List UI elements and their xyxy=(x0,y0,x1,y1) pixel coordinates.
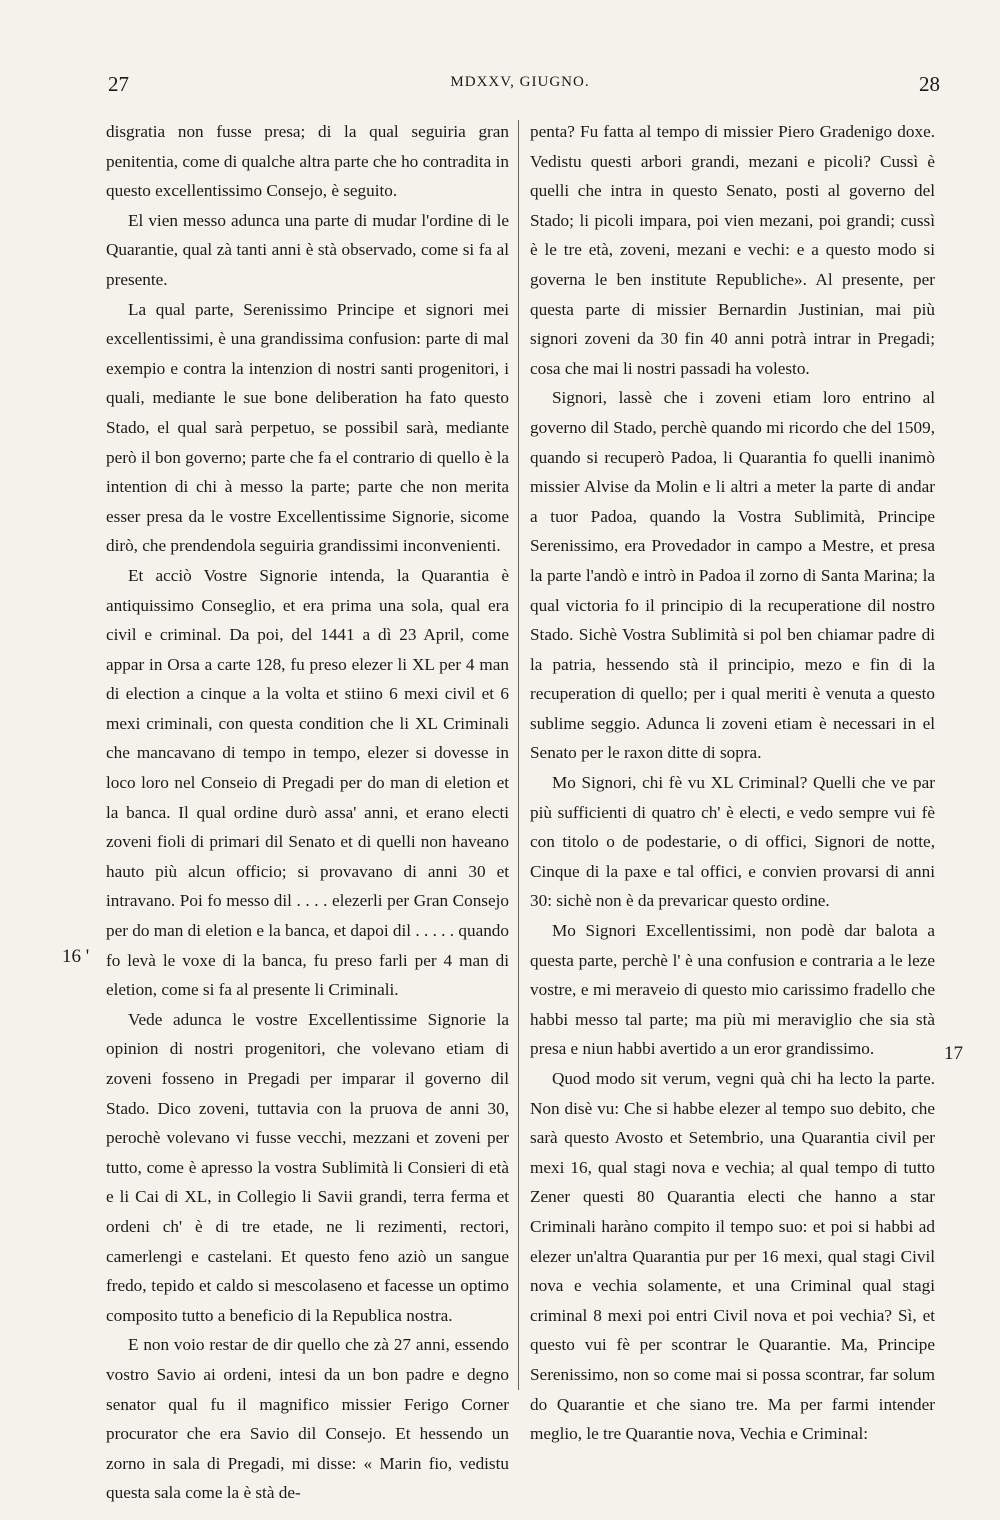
paragraph: La qual parte, Serenissimo Principe et signori mei excellentissimi, è una grandissima confusion: parte di mal exempio e contra la intenzion di nostri santi progenitori, i quali, mediante le sue bone deliberation ha fato questo Stado, el qual sarà perpetuo, se possibil sarà, mediante però il bon governo; parte che fa el contrario di quello è la intention di chi à messo la parte; parte che non merita esser presa da le vostre Excellentissime Signorie, sicome dirò, che prendendola seguiria grandissimi inconvenienti. xyxy=(106,299,509,556)
page-number-right: 28 xyxy=(919,72,940,96)
margin-note-left: 16 ' xyxy=(62,946,90,967)
margin-note-right: 17 xyxy=(944,1043,963,1064)
paragraph: Et acciò Vostre Signorie intenda, la Quarantia è antiquissimo Conseglio, et era prima una sola, qual era civil e criminal. Da poi, del 1441 a dì 23 April, come appar in Orsa a carte 128, fu preso elezer li XL per 4 man di election a cinque a la volta et stiino 6 mexi civil et 6 mexi criminali, con questa condition che li XL Criminali che mancavano di tempo in tempo, elezer si dovesse in loco loro nel Conseio di Pregadi per do man di eletion et la banca. Il qual ordine durò assa' anni, et erano electi zoveni fioli di primari dil Senato et di quelli non haveano hauto più alcun officio; si provavano di anni 30 et intravano. Poi fo messo dil . . . . elezerli per Gran Consejo per do man di eletion e la banca, et dapoi dil . . . . . quando fo levà le voxe di la banca, fu preso farli per 4 man di eletion, come si fa al presente li Criminali. xyxy=(106,565,509,1000)
right-column xyxy=(530,117,935,1449)
paragraph: Vede adunca le vostre Excellentissime Signorie la opinion di nostri progenitori, che volevano etiam di zoveni fosseno in Pregadi per imparar il governo dil Stado. Dico zoveni, tuttavia con la pruova de anni 30, perochè volevano vi fusse vecchi, mezzani et zoveni per tutto, come è apresso la vostra Sublimità li Consieri di età e li Cai di XL, in Collegio li Savii grandi, terra ferma et ordeni ch' è di tre etade, ne li rezimenti, rectori, camerlengi e castelani. Et questo feno aziò un sangue fredo, tepido et caldo si mescolaseno et facesse un optimo composito tutto a beneficio di la Republica nostra. xyxy=(106,1009,509,1325)
running-title: MDXXV, GIUGNO. xyxy=(450,74,590,90)
left-column xyxy=(106,117,509,1508)
paragraph: Quod modo sit verum, vegni quà chi ha lecto la parte. Non disè vu: Che si habbe elezer al tempo suo debito, che sarà questo Avosto et Setembrio, una Quarantia civil per mexi 16, qual stagi nova e vechia; al qual tempo di tutto Zener questi 80 Quarantia electi che hanno a star Criminali haràno compito il tempo suo: et poi si habbi ad elezer un'altra Quarantia pur per 16 mexi, qual stagi Civil nova e vechia solamente, et una Criminal qual stagi criminal 8 mexi poi entri Civil nova et poi vechia? Sì, et questo vui fè per scontrar le Quarantie. Ma, Principe Serenissimo, non so come mai si possa scontrar, far solum do Quarantie et che siano tre. Ma per farmi intender meglio, le tre Quarantie nova, Vechia e Criminal: xyxy=(530,1069,935,1444)
page-number-left: 27 xyxy=(108,72,129,96)
paragraph: Mo Signori Excellentissimi, non podè dar balota a questa parte, perchè l' è una confusion e contraria a le leze vostre, e mi meraveio di questo mio carissimo fradello che habbi messo tal parte; ma più mi meraviglio che sia stà presa e niun habbi avertido a un eror grandissimo. xyxy=(530,921,935,1059)
paragraph: Mo Signori, chi fè vu XL Criminal? Quelli che ve par più sufficienti di quatro ch' è electi, e vedo sempre vui fè con titolo o de podestarie, o di offici, Signori de notte, Cinque di la paxe e tal offici, e convien provarsi di anni 30: sichè non è da prevaricar questo ordine. xyxy=(530,773,935,911)
paragraph: El vien messo adunca una parte di mudar l'ordine di le Quarantie, qual zà tanti anni è stà observado, come si fa al presente. xyxy=(106,210,509,289)
paragraph: disgratia non fusse presa; di la qual seguiria gran penitentia, come di qualche altra parte che ho contradita in questo excellentissimo Consejo, è seguito. xyxy=(106,122,509,201)
paragraph: E non voio restar de dir quello che zà 27 anni, essendo vostro Savio ai ordeni, intesi da un bon padre e degno senator qual fu il magnifico missier Ferigo Corner procurator che era Savio dil Consejo. Et hessendo un zorno in sala di Pregadi, mi disse: « Marin fio, vedistu questa sala come la è stà de- xyxy=(106,1335,509,1503)
column-divider xyxy=(518,120,519,1390)
paragraph: Signori, lassè che i zoveni etiam loro entrino al governo dil Stado, perchè quando mi ricordo che del 1509, quando si recuperò Padoa, li Quarantia fo quelli inanimò missier Alvise da Molin e li altri a meter la parte di andar a tuor Padoa, quando la Vostra Sublimità, Principe Serenissimo, era Provedador in campo a Mestre, et presa la parte l'andò e intrò in Padoa il zorno di Santa Marina; la qual victoria fo il principio di la recuperatione dil nostro Stado. Sichè Vostra Sublimità si pol ben chiamar padre di la patria, hessendo stà il principio, mezo e fin di la recuperation di quello; per i qual meriti è venuta a questo sublime seggio. Adunca li zoveni etiam è necessari in el Senato per le raxon ditte di sopra. xyxy=(530,388,935,763)
paragraph: penta? Fu fatta al tempo di missier Piero Gradenigo doxe. Vedistu questi arbori grandi, mezani e picoli? Cussì è quelli che intra in questo Senato, posti al governo del Stado; li picoli impara, poi vien mezani, poi grandi; cussì è le tre età, zoveni, mezani e vechi: e a questo modo si governa le ben institute Republiche». Al presente, per questa parte di missier Bernardin Justinian, mai più signori zoveni da 30 fin 40 anni potrà intrar in Pregadi; cosa che mai li nostri passadi ha volesto. xyxy=(530,122,935,378)
running-header xyxy=(100,72,940,102)
